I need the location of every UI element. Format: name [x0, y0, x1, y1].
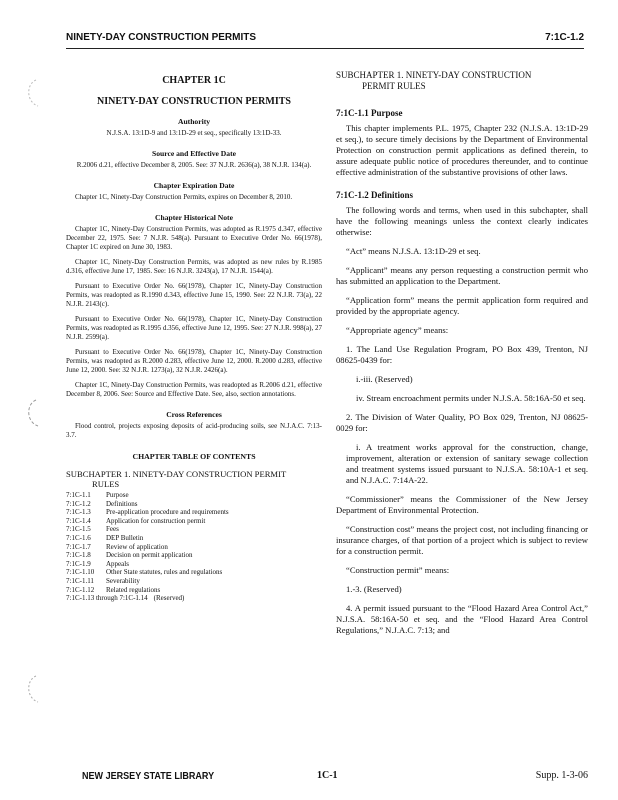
- toc-entry: [66, 594, 322, 603]
- library-stamp: NEW JERSEY STATE LIBRARY: [82, 770, 215, 782]
- definition-construction-cost: “Construction cost” means the project cost, not including financing or insurance charges, of that portion of a project which is subject to review for a construction permit.: [336, 524, 588, 556]
- source-heading: Source and Effective Date: [151, 149, 236, 158]
- agency-item-2: 2. The Division of Water Quality, PO Box 029, Trenton, NJ 08625-0029 for:: [336, 412, 588, 433]
- agency-item-1: 1. The Land Use Regulation Program, PO Box 439, Trenton, NJ 08625-0439 for:: [336, 344, 588, 365]
- agency-item-2-i: i. A treatment works approval for the construction, change, improvement, alteration or extension of sanitary sewage collection and treatment systems issued pursuant to N.J.S.A. 58:10A-1 et seq. and N.J.A.C. 7:14A-22.: [346, 442, 588, 485]
- definition-construction-permit: “Construction permit” means:: [346, 565, 450, 575]
- toc-entry-title: Related regulations: [106, 585, 161, 594]
- toc-entry-title: Application for construction permit: [106, 516, 206, 525]
- agency-item-1-i: i.-iii. (Reserved): [356, 374, 413, 384]
- toc-entry-number: 7:1C-1.3: [66, 508, 91, 517]
- table-of-contents-heading: CHAPTER TABLE OF CONTENTS: [132, 452, 256, 461]
- toc-entry-title: Appeals: [106, 559, 129, 568]
- toc-entry-title: DEP Bulletin: [106, 533, 144, 542]
- expiration-heading: Chapter Expiration Date: [153, 181, 235, 190]
- toc-entry-title: Pre-application procedure and requirements: [106, 508, 229, 517]
- agency-item-1-iv: iv. Stream encroachment permits under N.J.S.A. 58:16A-50 et seq.: [356, 393, 586, 403]
- source-text: R.2006 d.21, effective December 8, 2005. See: 37 N.J.R. 2636(a), 38 N.J.R. 134(a).: [76, 161, 312, 169]
- toc-entry: [66, 577, 322, 586]
- toc-entry: [66, 534, 322, 543]
- toc-entry-title: Severability: [106, 576, 140, 585]
- history-note: Chapter 1C, Ninety-Day Construction Permits, was readopted as R.2006 d.21, effective December 8, 2006. See: Source and Effective Date. See, also, section annotations.: [66, 381, 322, 398]
- history-note: Pursuant to Executive Order No. 66(1978), Chapter 1C, Ninety-Day Construction Permits, was readopted as R.1990 d.343, effective June 15, 1990. See: 22 N.J.R. 73(a), 22 N.J.R. 2143(c).: [66, 282, 322, 308]
- toc-entry-title: Definitions: [106, 499, 138, 508]
- toc-entry-title: Fees: [106, 525, 119, 534]
- expiration-text: Chapter 1C, Ninety-Day Construction Permits, expires on December 8, 2010.: [75, 193, 293, 201]
- running-header: [66, 28, 584, 49]
- permit-item-1-3: 1.-3. (Reserved): [346, 584, 402, 594]
- history-note: Chapter 1C, Ninety-Day Construction Permits, was adopted as new rules by R.1985 d.316, effective June 17, 1985. See: 16 N.J.R. 3243(a), 17 N.J.R. 1544(a).: [66, 258, 322, 275]
- cross-references-heading: Cross References: [166, 410, 222, 419]
- authority-text: N.J.S.A. 13:1D-9 and 13:1D-29 et seq., specifically 13:1D-33.: [106, 129, 282, 137]
- toc-entry: [66, 543, 322, 552]
- toc-entry: [66, 551, 322, 560]
- toc-entry-number: 7:1C-1.12: [66, 585, 95, 594]
- cross-references-text: Flood control, projects exposing deposits of acid-producing soils, see N.J.A.C. 7:13-3.7.: [66, 422, 322, 439]
- purpose-text: This chapter implements P.L. 1975, Chapter 232 (N.J.S.A. 13:1D-29 et seq.), to secure timely decisions by the Department of Environmental Protection on construction permit applications as defined therein, to assure adequate public notice of procedures thereunder, and to continue effective administration of the substantive provisions of other laws.: [336, 123, 588, 177]
- toc-entry: [66, 491, 322, 500]
- authority-heading: Authority: [177, 117, 211, 126]
- history-note: Pursuant to Executive Order No. 66(1978), Chapter 1C, Ninety-Day Construction Permits, was readopted as R.2000 d.283, effective June 12, 2000. R.2000 d.283, effective June 12, 2000. See: 32 N.J.R. 1273(a), 32 N.J.R. 2426(a).: [66, 348, 322, 374]
- header-section-number: 7:1C-1.2: [545, 32, 584, 43]
- toc-entry-number: 7:1C-1.13 through 7:1C-1.14: [66, 594, 148, 603]
- header-title: NINETY-DAY CONSTRUCTION PERMITS: [66, 32, 257, 43]
- permit-item-4: 4. A permit issued pursuant to the “Flood Hazard Area Control Act,” N.J.S.A. 58:16A-50 et seq. and the “Flood Hazard Area Control Regulations,” N.J.A.C. 7:13; and: [336, 603, 588, 635]
- punch-hole-mark-bottom: [22, 674, 46, 704]
- toc-entry-number: 7:1C-1.6: [66, 533, 91, 542]
- toc-entry-title: (Reserved): [153, 594, 185, 603]
- definition-act: “Act” means N.J.S.A. 13:1D-29 et seq.: [346, 246, 481, 256]
- toc-entry: [66, 517, 322, 526]
- supplement-date: Supp. 1-3-06: [535, 770, 588, 781]
- toc-entry-title: Decision on permit application: [106, 551, 193, 560]
- left-column: [66, 70, 322, 603]
- toc-entry-number: 7:1C-1.7: [66, 542, 91, 551]
- toc-entry: [66, 586, 322, 595]
- definition-application-form: “Application form” means the permit application form required and provided by the appropriate agency.: [336, 295, 588, 316]
- toc-entry-title: Other State statutes, rules and regulations: [106, 568, 223, 577]
- definitions-intro: The following words and terms, when used in this subchapter, shall have the following meanings unless the context clearly indicates otherwise:: [336, 205, 588, 237]
- toc-entry-number: 7:1C-1.8: [66, 551, 91, 560]
- definition-commissioner: “Commissioner” means the Commissioner of the New Jersey Department of Environmental Protection.: [336, 494, 588, 515]
- toc-subchapter-title: SUBCHAPTER 1. NINETY-DAY CONSTRUCTION PERMIT RULES: [66, 469, 287, 489]
- purpose-heading: 7:1C-1.1 Purpose: [336, 108, 403, 118]
- toc-entry-title: Purpose: [106, 491, 129, 499]
- subchapter-heading: SUBCHAPTER 1. NINETY-DAY CONSTRUCTION PERMIT RULES: [336, 70, 532, 91]
- toc-entry-number: 7:1C-1.9: [66, 559, 91, 568]
- toc-entry: [66, 560, 322, 569]
- toc-entry: [66, 568, 322, 577]
- toc-entry-number: 7:1C-1.5: [66, 525, 91, 534]
- toc-entry: [66, 500, 322, 509]
- history-note: Chapter 1C, Ninety-Day Construction Permits, was adopted as R.1975 d.347, effective December 22, 1975. See: 7 N.J.R. 548(a). Pursuant to Executive Order No. 66(1978), Chapter 1C expired on June 30, 1983.: [66, 225, 322, 251]
- toc-entry-number: 7:1C-1.2: [66, 499, 91, 508]
- toc-entry-number: 7:1C-1.11: [66, 576, 94, 585]
- toc-entry-number: 7:1C-1.1: [66, 491, 91, 499]
- chapter-number: CHAPTER 1C: [162, 75, 226, 86]
- punch-hole-mark-top: [22, 78, 46, 108]
- toc-entry: [66, 525, 322, 534]
- chapter-title: NINETY-DAY CONSTRUCTION PERMITS: [97, 96, 291, 107]
- definition-appropriate-agency: “Appropriate agency” means:: [346, 325, 449, 335]
- history-heading: Chapter Historical Note: [155, 213, 233, 222]
- right-column: [336, 70, 588, 644]
- toc-entry-number: 7:1C-1.4: [66, 516, 91, 525]
- toc-entry: [66, 508, 322, 517]
- definition-applicant: “Applicant” means any person requesting a construction permit who has submitted an application to the Department.: [336, 265, 588, 286]
- page-number: 1C-1: [317, 770, 338, 781]
- toc-entry-number: 7:1C-1.10: [66, 568, 95, 577]
- table-of-contents-list: [66, 491, 322, 603]
- punch-hole-mark-middle: [22, 398, 46, 428]
- toc-entry-title: Review of application: [106, 542, 168, 551]
- definitions-heading: 7:1C-1.2 Definitions: [336, 190, 413, 200]
- history-note: Pursuant to Executive Order No. 66(1978), Chapter 1C, Ninety-Day Construction Permits, was readopted as R.1995 d.356, effective June 12, 1995. See: 27 N.J.R. 998(a), 27 N.J.R. 2599(a).: [66, 315, 322, 341]
